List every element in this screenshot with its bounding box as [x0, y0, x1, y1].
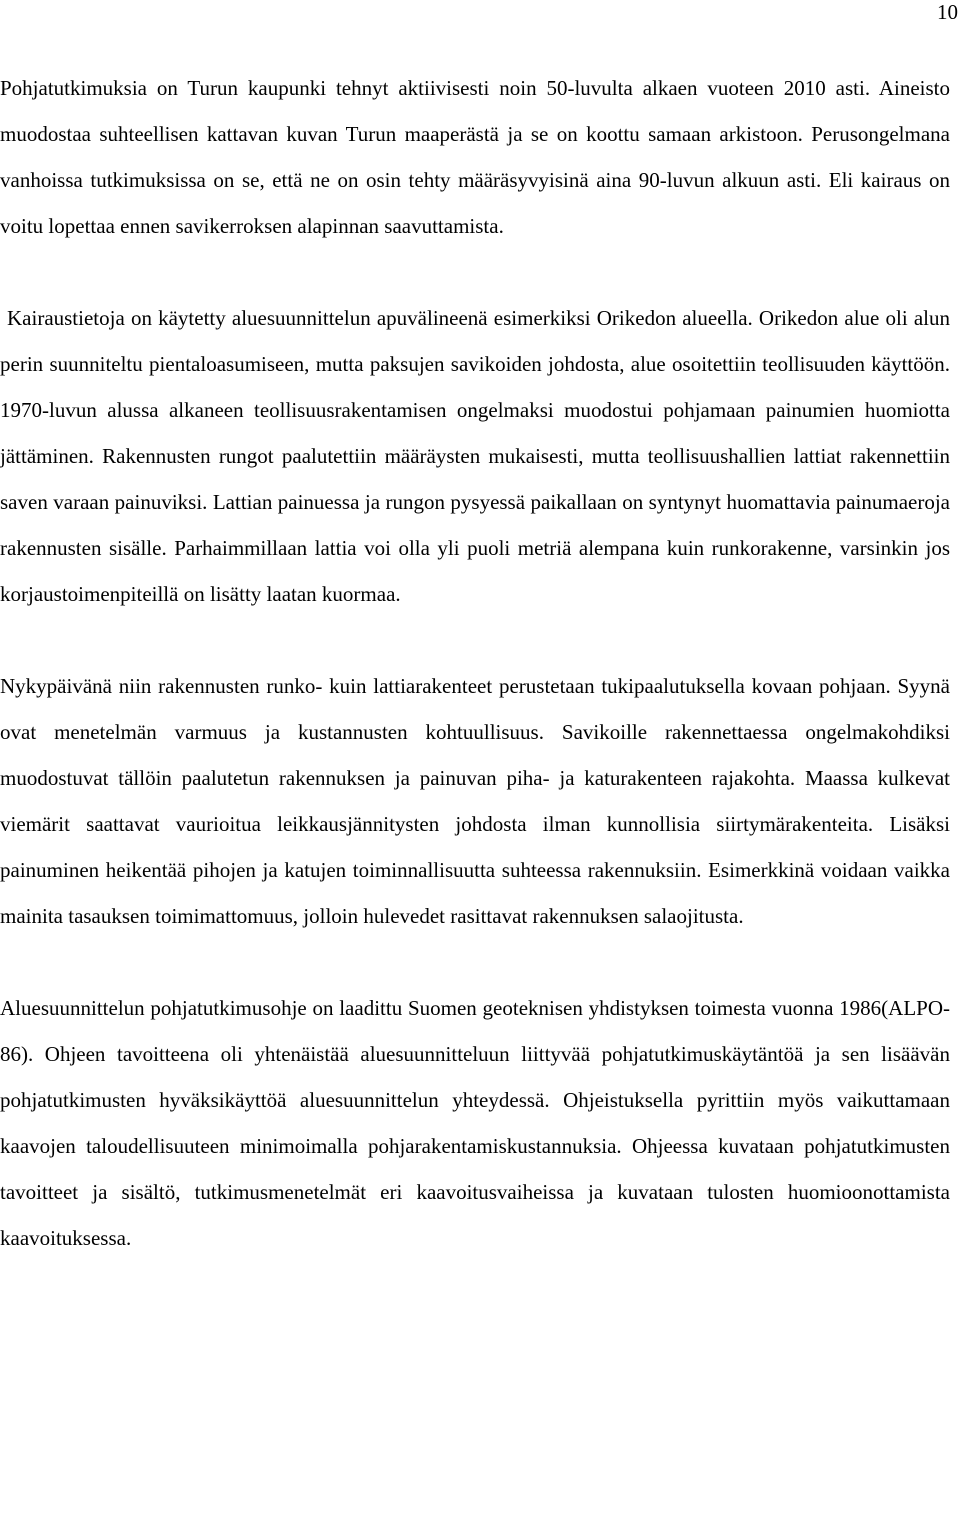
- paragraph-aluesuunnittelu: Aluesuunnittelun pohjatutkimusohje on laadittu Suomen geoteknisen yhdistyksen toimesta vuonna 1986(ALPO-86). Ohjeen tavoitteena oli yhtenäistää aluesuunnitteluun liittyvää pohjatutkimuskäytäntöä ja sen lisäävän pohjatutkimusten hyväksikäyttöä aluesuunnittelun yhteydessä. Ohjeistuksella pyrittiin myös vaikuttamaan kaavojen taloudellisuuteen minimoimalla pohjarakentamiskustannuksia. Ohjeessa kuvataan pohjatutkimusten tavoitteet ja sisältö, tutkimusmenetelmät eri kaavoitusvaiheissa ja kuvataan tulosten huomioonottamista kaavoituksessa.: [0, 996, 950, 1250]
- paragraph-pohjatutkimukset: Pohjatutkimuksia on Turun kaupunki tehnyt aktiivisesti noin 50-luvulta alkaen vuoteen 2010 asti. Aineisto muodostaa suhteellisen kattavan kuvan Turun maaperästä ja se on koottu samaan arkistoon. Perusongelmana vanhoissa tutkimuksissa on se, että ne on osin tehty määräsyvyisinä aina 90-luvun alkuun asti. Eli kairaus on voitu lopettaa ennen savikerroksen alapinnan saavuttamista.: [0, 76, 950, 238]
- page-number: 10: [937, 0, 958, 24]
- paragraph-nykypaivana: Nykypäivänä niin rakennusten runko- kuin lattiarakenteet perustetaan tukipaalutuksella kovaan pohjaan. Syynä ovat menetelmän varmuus ja kustannusten kohtuullisuus. Savikoille rakennettaessa ongelmakohdiksi muodostuvat tällöin paalutetun rakennuksen ja painuvan piha- ja katurakenteen rajakohta. Maassa kulkevat viemärit saattavat vaurioitua leikkausjännitysten johdosta ilman kunnollisia siirtymärakenteita. Lisäksi painuminen heikentää pihojen ja katujen toiminnallisuutta suhteessa rakennuksiin. Esimerkkinä voidaan vaikka mainita tasauksen toimimattomuus, jolloin hulevedet rasittavat rakennuksen salaojitusta.: [0, 674, 950, 928]
- paragraph-kairaustietoja: Kairaustietoja on käytetty aluesuunnittelun apuvälineenä esimerkiksi Orikedon alueella. Orikedon alue oli alun perin suunniteltu pientaloasumiseen, mutta paksujen savikoiden johdosta, alue osoitettiin teollisuuden käyttöön. 1970-luvun alussa alkaneen teollisuusrakentamisen ongelmaksi muodostui pohjamaan painumien huomiotta jättäminen. Rakennusten rungot paalutettiin määräysten mukaisesti, mutta teollisuushallien lattiat rakennettiin saven varaan painuviksi. Lattian painuessa ja rungon pysyessä paikallaan on syntynyt huomattavia painumaeroja rakennusten sisälle. Parhaimmillaan lattia voi olla yli puoli metriä alempana kuin runkorakenne, varsinkin jos korjaustoimenpiteillä on lisätty laatan kuormaa.: [0, 306, 950, 606]
- document-body: [0, 65, 950, 1261]
